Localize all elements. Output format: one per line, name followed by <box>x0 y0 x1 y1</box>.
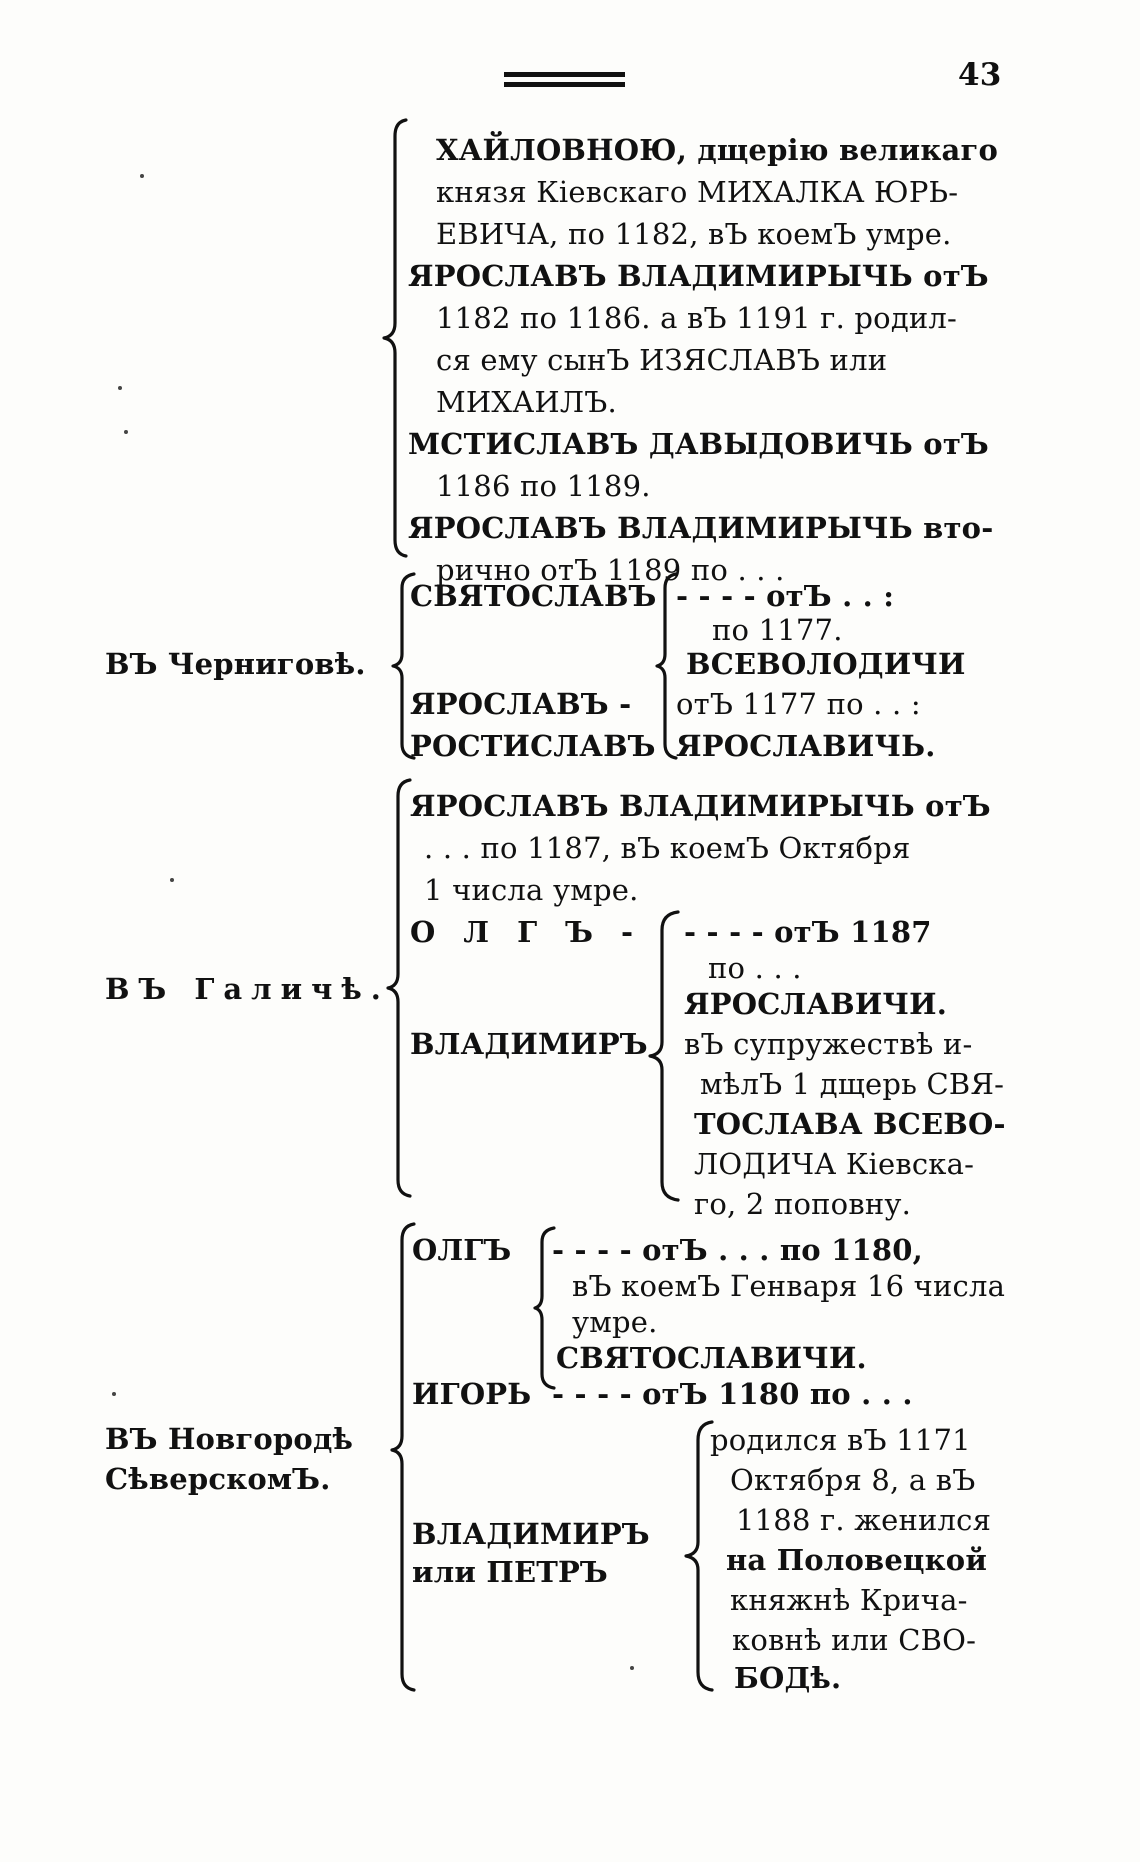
scan-speck <box>630 1666 634 1670</box>
s3-line: . . . по 1187, вЪ коемЪ Октября <box>424 831 911 865</box>
s1-line: 1182 по 1186. а вЪ 1191 г. родил- <box>436 301 958 335</box>
s2-right: по 1177. <box>712 613 843 647</box>
section1-brace <box>382 118 412 558</box>
s1-line: ЕВИЧА, по 1182, вЪ коемЪ умре. <box>436 217 952 251</box>
s3-vladimir-right: го, 2 поповну. <box>694 1187 912 1221</box>
scan-speck <box>124 430 128 434</box>
s1-line: ЯРОСЛАВЪ ВЛАДИМИРЫЧЬ вто- <box>408 511 994 545</box>
s1-line: МСТИСЛАВЪ ДАВЫДОВИЧЬ отЪ <box>408 427 989 461</box>
section3-brace <box>386 778 414 1198</box>
s2-name-sviatoslav: СВЯТОСЛАВЪ <box>410 579 657 613</box>
s3-name-vladimir: ВЛАДИМИРЪ <box>410 1027 648 1061</box>
s1-line: ся ему сынЪ ИЗЯСЛАВЪ или <box>436 343 888 377</box>
s2-right: ВСЕВОЛОДИЧИ <box>686 647 966 681</box>
s4-olg-right: вЪ коемЪ Генваря 16 числа <box>572 1269 1006 1303</box>
s3-vladimir-right: ЛОДИЧА Кіевска- <box>694 1147 975 1181</box>
place-novgorod-line1: ВЪ Новгородѣ <box>105 1422 354 1456</box>
s3-line: ЯРОСЛАВЪ ВЛАДИМИРЫЧЬ отЪ <box>410 789 991 823</box>
s4-olg-right: - - - - отЪ . . . по 1180, <box>552 1233 923 1267</box>
s1-line: МИХАИЛЪ. <box>436 385 617 419</box>
s1-line: князя Кіевскаго МИХАЛКА ЮРЬ- <box>436 175 959 209</box>
s2-right: отЪ 1177 по . . : <box>676 687 921 721</box>
s2-name-rostislav: РОСТИСЛАВЪ <box>410 729 656 763</box>
s4-vladimir-right: БОДѣ. <box>734 1661 842 1695</box>
s2-right: - - - - отЪ . . : <box>676 579 895 613</box>
s4-igor-right: - - - - отЪ 1180 по . . . <box>552 1377 913 1411</box>
s2-name-yaroslav: ЯРОСЛАВЪ - <box>410 687 632 721</box>
s4-vladimir-right: на Половецкой <box>726 1543 988 1577</box>
s4-vladimir-right: княжнѣ Кричa- <box>730 1583 968 1617</box>
s3-vladimir-right: вЪ супружествѣ и- <box>684 1027 973 1061</box>
s3-vladimir-right: мѣлЪ 1 дщерь СВЯ- <box>700 1067 1005 1101</box>
section4-vladimir-brace <box>684 1420 716 1694</box>
s4-name-igor: ИГОРЬ <box>412 1377 532 1411</box>
s1-line: ЯРОСЛАВЪ ВЛАДИМИРЫЧЬ отЪ <box>408 259 989 293</box>
s4-name-vladimir: ВЛАДИМИРЪ <box>412 1517 650 1551</box>
place-galich: ВЪ Галичѣ. <box>105 972 390 1006</box>
s3-vladimir-right: ТОСЛАВА ВСЕВО- <box>694 1107 1006 1141</box>
s4-vladimir-right: Октября 8, а вЪ <box>730 1463 976 1497</box>
s3-name-olg: О Л Г Ъ - <box>410 915 643 949</box>
place-chernigov: ВЪ Черниговѣ. <box>105 647 366 681</box>
s1-line: рично отЪ 1189 по . . . <box>436 553 785 587</box>
s3-olg-right: - - - - отЪ 1187 <box>684 915 932 949</box>
scan-speck <box>170 878 174 882</box>
s4-olg-right: умре. <box>572 1305 658 1339</box>
section4-brace <box>390 1222 418 1692</box>
s1-line: 1186 по 1189. <box>436 469 651 503</box>
section3-inner-brace <box>648 910 682 1202</box>
s4-name-olg: ОЛГЪ <box>412 1233 512 1267</box>
s4-sviatoslavichi: СВЯТОСЛАВИЧИ. <box>556 1341 867 1375</box>
s3-line: 1 числа умре. <box>424 873 639 907</box>
s1-line: ХАЙЛОВНОЮ, дщерію великаго <box>436 133 999 167</box>
scan-speck <box>140 174 144 178</box>
s3-olg-right: по . . . <box>708 951 802 985</box>
s4-vladimir-right: родился вЪ 1171 <box>710 1423 971 1457</box>
s3-olg-right: ЯРОСЛАВИЧИ. <box>684 987 948 1021</box>
s4-name-vladimir-petr: или ПЕТРЪ <box>412 1555 608 1589</box>
header-rule-top <box>504 72 625 77</box>
scan-speck <box>112 1392 116 1396</box>
s2-right: ЯРОСЛАВИЧЬ. <box>676 729 936 763</box>
header-rule-bottom <box>504 82 625 87</box>
s4-vladimir-right: 1188 г. женился <box>736 1503 992 1537</box>
s4-vladimir-right: ковнѣ или СВО- <box>732 1623 977 1657</box>
page-number: 43 <box>958 57 1002 93</box>
scan-speck <box>118 386 122 390</box>
place-novgorod-line2: СѣверскомЪ. <box>105 1462 331 1496</box>
